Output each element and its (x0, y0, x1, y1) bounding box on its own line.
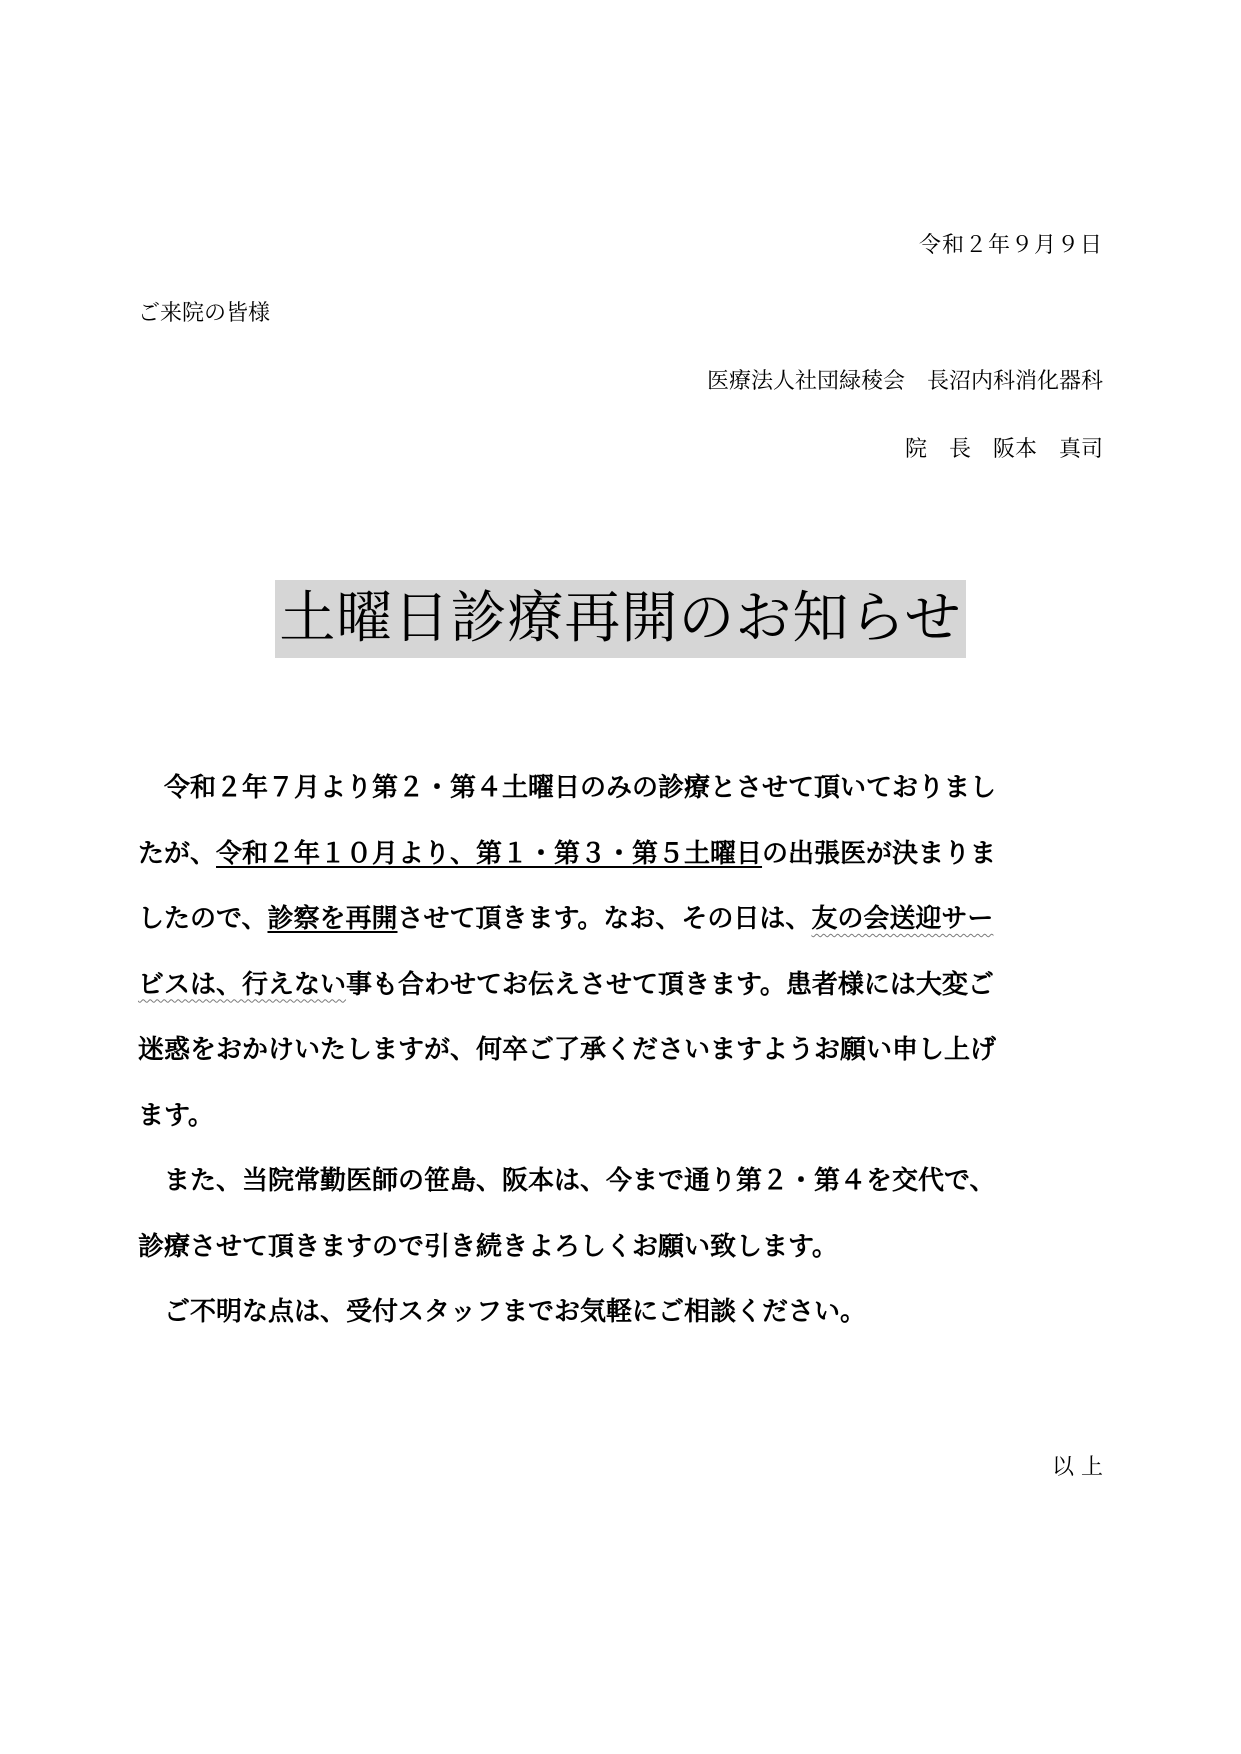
body-line-5 (138, 1018, 1103, 1084)
underlined-resume-text: 診察を再開 (267, 904, 398, 934)
wavy-service-text-continued: ビスは、行えない (138, 969, 347, 1000)
body-line-3-lead: したので、 (138, 904, 268, 934)
body-line-1 (138, 756, 1103, 822)
notice-body (138, 756, 1103, 1346)
notice-title: 土曜日診療再開のお知らせ (275, 580, 965, 658)
body-line-8 (138, 1215, 1103, 1281)
body-line-2-lead: たが、 (138, 838, 217, 869)
body-line-4 (138, 953, 1103, 1019)
body-line-9 (138, 1280, 1103, 1346)
notice-date: 令和２年９月９日 (918, 233, 1103, 258)
body-line-2 (138, 822, 1103, 888)
body-line-3 (138, 887, 1103, 953)
underlined-date-range: 令和２年１０月より、第１・第３・第５土曜日 (216, 838, 763, 869)
body-line-9-text: ご不明な点は、受付スタッフまでお気軽にご相談ください。 (164, 1297, 867, 1327)
body-line-6-text: ます。 (138, 1100, 214, 1131)
title-container (0, 580, 1241, 658)
wavy-service-text: 友の会送迎サー (811, 904, 994, 934)
body-line-7-text: また、当院常勤医師の笹島、阪本は、今まで通り第２・第４を交代で、 (164, 1166, 996, 1196)
body-line-3-middle: させて頂きます。なお、その日は、 (397, 904, 812, 934)
body-line-5-text: 迷惑をおかけいたしますが、何卒ご了承くださいますようお願い申し上げ (138, 1035, 997, 1065)
organization-name: 医療法人社団緑稜会 長沼内科消化器科 (706, 369, 1103, 394)
body-line-7 (138, 1149, 1103, 1215)
body-line-2-tail: の出張医が決まりま (762, 838, 997, 869)
closing-mark: 以 上 (1052, 1455, 1103, 1480)
body-line-4-tail: 事も合わせてお伝えさせて頂きます。患者様には大変ご (346, 969, 994, 1000)
body-line-1-text: 令和２年７月より第２・第４土曜日のみの診療とさせて頂いておりまし (164, 773, 997, 803)
addressee: ご来院の皆様 (138, 301, 271, 326)
director-name: 院 長 阪本 真司 (904, 437, 1103, 462)
body-line-6 (138, 1084, 1103, 1150)
body-line-8-text: 診療させて頂きますので引き続きよろしくお願い致します。 (138, 1231, 838, 1262)
